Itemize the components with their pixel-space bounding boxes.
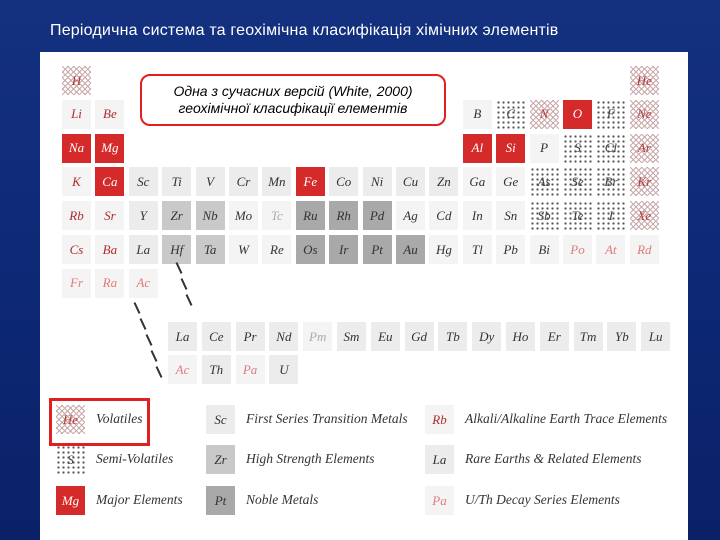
- slide-title: Періодична система та геохімічна класифікація хімічних элементів: [50, 22, 559, 39]
- element-cell-s: S: [563, 134, 592, 163]
- element-cell-ni: Ni: [363, 167, 392, 196]
- legend-swatch-semi: S: [56, 445, 85, 474]
- element-cell-cd: Cd: [429, 201, 458, 230]
- legend-label: U/Th Decay Series Elements: [465, 492, 620, 507]
- element-cell-nd: Nd: [269, 322, 298, 351]
- element-cell-mg: Mg: [95, 134, 124, 163]
- legend-highlight-box: [49, 398, 150, 446]
- element-cell-ac: Ac: [168, 355, 197, 384]
- element-cell-er: Er: [540, 322, 569, 351]
- element-cell-tb: Tb: [438, 322, 467, 351]
- element-cell-tc: Tc: [262, 201, 291, 230]
- element-cell-ge: Ge: [496, 167, 525, 196]
- element-cell-yb: Yb: [607, 322, 636, 351]
- legend-label: Volatiles: [96, 411, 143, 426]
- element-cell-al: Al: [463, 134, 492, 163]
- element-cell-tl: Tl: [463, 235, 492, 264]
- callout-line-1: Одна з сучасних версій (White, 2000): [173, 83, 413, 99]
- element-cell-si: Si: [496, 134, 525, 163]
- element-cell-p: P: [530, 134, 559, 163]
- legend-swatch-ree: La: [425, 445, 454, 474]
- element-cell-se: Se: [563, 167, 592, 196]
- element-cell-at: At: [596, 235, 625, 264]
- element-cell-rd: Rd: [630, 235, 659, 264]
- element-cell-ti: Ti: [162, 167, 191, 196]
- element-cell-pa: Pa: [236, 355, 265, 384]
- element-cell-bi: Bi: [530, 235, 559, 264]
- element-cell-co: Co: [329, 167, 358, 196]
- element-cell-f: F: [596, 100, 625, 129]
- element-cell-w: W: [229, 235, 258, 264]
- element-cell-ho: Ho: [506, 322, 535, 351]
- element-cell-u: U: [269, 355, 298, 384]
- legend-label: Rare Earths & Related Elements: [465, 451, 642, 466]
- element-cell-ca: Ca: [95, 167, 124, 196]
- callout-line-2: геохімічної класифікації елементів: [178, 100, 408, 116]
- legend-swatch-trans: Sc: [206, 405, 235, 434]
- element-cell-hf: Hf: [162, 235, 191, 264]
- element-cell-sn: Sn: [496, 201, 525, 230]
- element-cell-o: O: [563, 100, 592, 129]
- element-cell-th: Th: [202, 355, 231, 384]
- legend-label: Semi-Volatiles: [96, 451, 174, 466]
- legend-label: Noble Metals: [246, 492, 319, 507]
- element-cell-mn: Mn: [262, 167, 291, 196]
- element-cell-po: Po: [563, 235, 592, 264]
- element-cell-dy: Dy: [472, 322, 501, 351]
- element-cell-i: I: [596, 201, 625, 230]
- element-cell-pd: Pd: [363, 201, 392, 230]
- element-cell-ga: Ga: [463, 167, 492, 196]
- element-cell-rh: Rh: [329, 201, 358, 230]
- element-cell-ra: Ra: [95, 269, 124, 298]
- element-cell-h: H: [62, 66, 91, 95]
- element-cell-sm: Sm: [337, 322, 366, 351]
- element-cell-sr: Sr: [95, 201, 124, 230]
- element-cell-cr: Cr: [229, 167, 258, 196]
- element-cell-lu: Lu: [641, 322, 670, 351]
- element-cell-ir: Ir: [329, 235, 358, 264]
- element-cell-mo: Mo: [229, 201, 258, 230]
- element-cell-sc: Sc: [129, 167, 158, 196]
- element-cell-tm: Tm: [574, 322, 603, 351]
- element-cell-la: La: [168, 322, 197, 351]
- element-cell-li: Li: [62, 100, 91, 129]
- element-cell-zr: Zr: [162, 201, 191, 230]
- element-cell-gd: Gd: [405, 322, 434, 351]
- element-cell-cu: Cu: [396, 167, 425, 196]
- element-cell-k: K: [62, 167, 91, 196]
- element-cell-n: N: [530, 100, 559, 129]
- element-cell-be: Be: [95, 100, 124, 129]
- element-cell-ta: Ta: [196, 235, 225, 264]
- element-cell-in: In: [463, 201, 492, 230]
- element-cell-ru: Ru: [296, 201, 325, 230]
- element-cell-ar: Ar: [630, 134, 659, 163]
- element-cell-na: Na: [62, 134, 91, 163]
- element-cell-ne: Ne: [630, 100, 659, 129]
- legend-label: Alkali/Alkaline Earth Trace Elements: [465, 411, 668, 426]
- element-cell-pt: Pt: [363, 235, 392, 264]
- element-cell-y: Y: [129, 201, 158, 230]
- legend-swatch-hfs: Zr: [206, 445, 235, 474]
- element-cell-ac: Ac: [129, 269, 158, 298]
- element-cell-br: Br: [596, 167, 625, 196]
- legend-label: First Series Transition Metals: [246, 411, 408, 426]
- legend-swatch-noble: Pt: [206, 486, 235, 515]
- element-cell-pm: Pm: [303, 322, 332, 351]
- callout-box: [140, 74, 446, 126]
- element-cell-pr: Pr: [236, 322, 265, 351]
- element-cell-au: Au: [396, 235, 425, 264]
- legend-swatch-major: Mg: [56, 486, 85, 515]
- legend-label: Major Elements: [96, 492, 183, 507]
- element-cell-hg: Hg: [429, 235, 458, 264]
- element-cell-os: Os: [296, 235, 325, 264]
- element-cell-cs: Cs: [62, 235, 91, 264]
- element-cell-sb: Sb: [530, 201, 559, 230]
- element-cell-eu: Eu: [371, 322, 400, 351]
- element-cell-pb: Pb: [496, 235, 525, 264]
- element-cell-re: Re: [262, 235, 291, 264]
- legend-label: High Strength Elements: [246, 451, 375, 466]
- element-cell-fe: Fe: [296, 167, 325, 196]
- element-cell-v: V: [196, 167, 225, 196]
- element-cell-la: La: [129, 235, 158, 264]
- element-cell-rb: Rb: [62, 201, 91, 230]
- element-cell-te: Te: [563, 201, 592, 230]
- element-cell-cl: Cl: [596, 134, 625, 163]
- element-cell-c: C: [496, 100, 525, 129]
- element-cell-nb: Nb: [196, 201, 225, 230]
- element-cell-ag: Ag: [396, 201, 425, 230]
- element-cell-xe: Xe: [630, 201, 659, 230]
- legend-swatch-alkali: Rb: [425, 405, 454, 434]
- element-cell-fr: Fr: [62, 269, 91, 298]
- element-cell-b: B: [463, 100, 492, 129]
- element-cell-he: He: [630, 66, 659, 95]
- element-cell-ce: Ce: [202, 322, 231, 351]
- element-cell-as: As: [530, 167, 559, 196]
- legend-swatch-decay: Pa: [425, 486, 454, 515]
- legend-swatch-vol: He: [56, 405, 85, 434]
- element-cell-ba: Ba: [95, 235, 124, 264]
- element-cell-zn: Zn: [429, 167, 458, 196]
- element-cell-kr: Kr: [630, 167, 659, 196]
